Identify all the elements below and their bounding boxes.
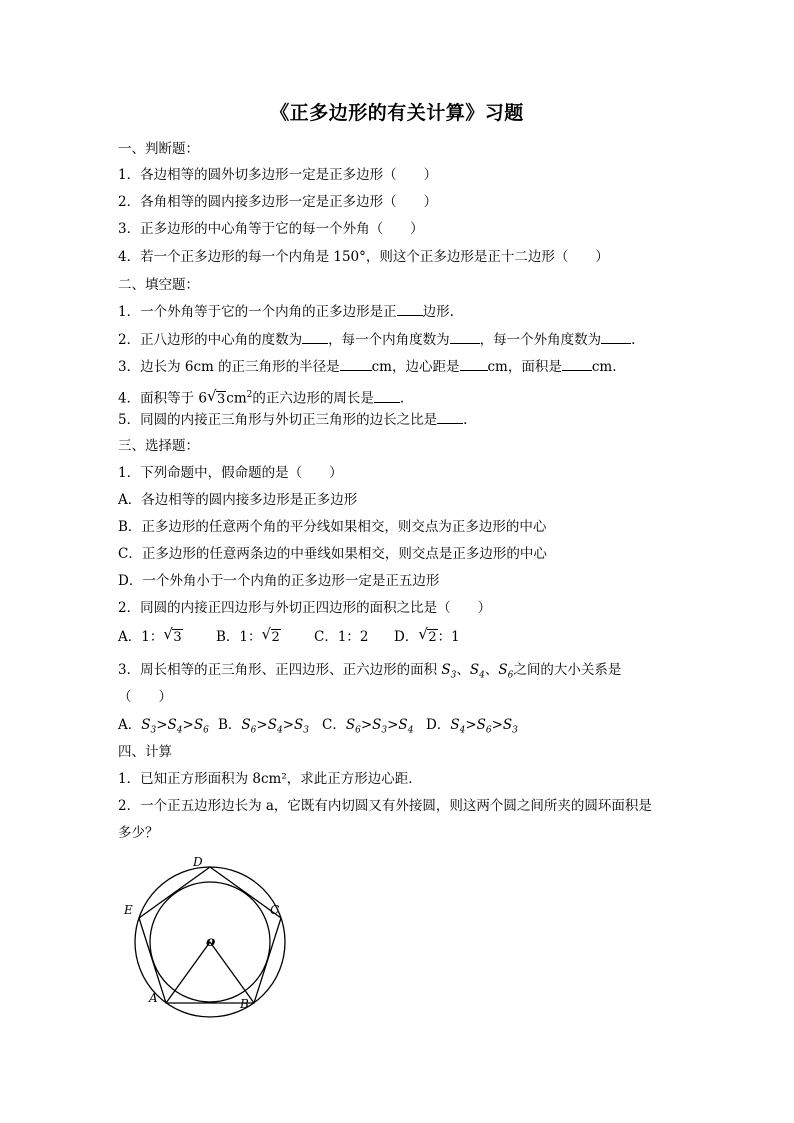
- section2-heading: 二、填空题：: [118, 277, 199, 293]
- label-o: o: [206, 934, 216, 950]
- choice-3-option-b: B．$S_6>S_4>S_3$: [218, 717, 309, 736]
- judge-item-2: 2．各角相等的圆内接多边形一定是正多边形（ ）: [118, 194, 438, 210]
- radicand: 2: [271, 630, 280, 645]
- judge-item-1: 1．各边相等的圆外切多边形一定是正多边形（ ）: [118, 167, 438, 183]
- pentagon-figure: [118, 850, 298, 1024]
- answer-blank[interactable]: [397, 302, 423, 316]
- radius-ob: [210, 942, 254, 1003]
- choice-3-stem-text: 3．周长相等的正三角形、正四边形、正六边形的面积: [118, 662, 438, 678]
- fill-item-4: [118, 386, 404, 409]
- fill-3-text-d: cm.: [591, 359, 617, 375]
- choice-2-stem: 2．同圆的内接正四边形与外切正四边形的面积之比是（ ）: [118, 600, 492, 616]
- choice-3-stem: 3．周长相等的正三角形、正四边形、正六边形的面积 $S_3$、$S_4$、$S_6$之间的大小关系是: [118, 662, 622, 681]
- section4-heading: 四、计算: [118, 744, 172, 760]
- answer-blank[interactable]: [374, 389, 400, 403]
- fill-4-text-d: .: [399, 390, 405, 407]
- document-title: 《正多边形的有关计算》习题: [270, 102, 524, 124]
- option-label: D．: [426, 717, 451, 733]
- fill-4-unit: cm: [226, 390, 247, 407]
- option-label: B．: [218, 717, 242, 733]
- label-b: B: [240, 997, 249, 1011]
- option-a-text: A．1：: [118, 629, 164, 645]
- answer-blank[interactable]: [562, 357, 592, 371]
- choice-3-option-c: C．$S_6>S_3>S_4$: [322, 717, 414, 736]
- fill-5-text-a: 5．同圆的内接正三角形与外切正三角形的边长之比是: [118, 412, 438, 428]
- section1-heading: 一、判断题：: [118, 141, 199, 157]
- radicand: 3: [216, 391, 226, 407]
- judge-item-3: 3．正多边形的中心角等于它的每一个外角（ ）: [118, 221, 424, 237]
- label-d: D: [193, 855, 203, 869]
- choice-1-option-b: B．正多边形的任意两个角的平分线如果相交，则交点为正多边形的中心: [118, 519, 547, 535]
- choice-1-option-d: D．一个外角小于一个内角的正多边形一定是正五边形: [118, 573, 440, 589]
- radicand: 2: [428, 630, 437, 645]
- choice-2-option-c: C．1：2: [314, 629, 369, 645]
- sqrt-expression: √ 2: [418, 625, 437, 645]
- fill-item-3: [118, 357, 617, 376]
- judge-item-4: 4．若一个正多边形的每一个内角是 150°，则这个正多边形是正十二边形（ ）: [118, 249, 609, 265]
- option-b-text: B．1：: [216, 629, 262, 645]
- fill-3-text-c: cm，面积是: [487, 359, 562, 375]
- fill-2-text-a: 2．正八边形的中心角的度数为: [118, 332, 303, 348]
- fill-4-text-c: 的正六边形的周长是: [252, 390, 374, 407]
- choice-3-paren: （ ）: [118, 689, 172, 705]
- fill-2-text-b: ，每一个内角度数为: [328, 332, 450, 348]
- answer-blank[interactable]: [460, 357, 488, 371]
- choice-3-options: [118, 716, 518, 740]
- choice-1-stem: 1．下列命题中，假命题的是（ ）: [118, 465, 343, 481]
- answer-blank[interactable]: [450, 330, 480, 344]
- option-d-text: D．: [394, 629, 419, 645]
- fill-5-text-b: .: [463, 412, 468, 428]
- fill-3-text-a: 3．边长为 6cm 的正三角形的半径是: [118, 359, 340, 375]
- choice-3-stem-text-b: 之间的大小关系是: [513, 662, 622, 678]
- fill-item-5: [118, 410, 467, 429]
- choice-3-option-d: D．$S_4>S_6>S_3$: [426, 717, 518, 736]
- choice-1-option-a: A．各边相等的圆内接多边形是正多边形: [118, 492, 358, 508]
- fill-2-text-d: .: [631, 332, 636, 348]
- answer-blank[interactable]: [601, 330, 631, 344]
- label-c: C: [270, 903, 280, 917]
- choice-1-option-c: C．正多边形的任意两条边的中垂线如果相交，则交点是正多边形的中心: [118, 546, 547, 562]
- section3-heading: 三、选择题：: [118, 438, 199, 454]
- fill-4-unit-exp: 2: [246, 390, 253, 400]
- pentagon-diagram: [118, 850, 298, 1020]
- fill-4-text-a: 4．面积等于 6: [118, 390, 207, 407]
- radius-oa: [166, 942, 210, 1003]
- label-e: E: [124, 903, 133, 917]
- fill-1-text-b: 边形.: [422, 304, 454, 320]
- calc-item-1: 1．已知正方形面积为 8cm²，求此正方形边心距．: [118, 771, 422, 787]
- radicand: 3: [173, 630, 182, 645]
- fill-item-1: [118, 302, 454, 321]
- calc-item-2-line2: 多少？: [118, 825, 159, 841]
- answer-blank[interactable]: [302, 330, 328, 344]
- fill-item-2: [118, 330, 635, 349]
- option-d-tail: ：1: [437, 629, 460, 645]
- option-label: A．: [118, 717, 142, 733]
- calc-item-2-line1: 2．一个正五边形边长为 a，它既有内切圆又有外接圆，则这两个圆之间所夹的圆环面积是: [118, 798, 652, 814]
- fill-1-text-a: 1．一个外角等于它的一个内角的正多边形是正: [118, 304, 397, 320]
- sqrt-expression: √ 2: [261, 625, 280, 645]
- fill-3-text-b: cm，边心距是: [371, 359, 460, 375]
- answer-blank[interactable]: [340, 357, 372, 371]
- sqrt-expression: √ 3: [206, 386, 226, 407]
- choice-2-option-d: [394, 625, 460, 647]
- choice-2-option-a: [118, 625, 216, 647]
- fill-2-text-c: ，每一个外角度数为: [479, 332, 602, 348]
- sqrt-expression: √ 3: [163, 625, 182, 645]
- choice-3-option-a: A．$S_3>S_4>S_6$: [118, 717, 209, 736]
- answer-blank[interactable]: [437, 410, 463, 424]
- label-a: A: [149, 991, 158, 1005]
- choice-2-option-b: [216, 625, 314, 647]
- option-label: C．: [322, 717, 346, 733]
- choice-2-options: [118, 625, 460, 647]
